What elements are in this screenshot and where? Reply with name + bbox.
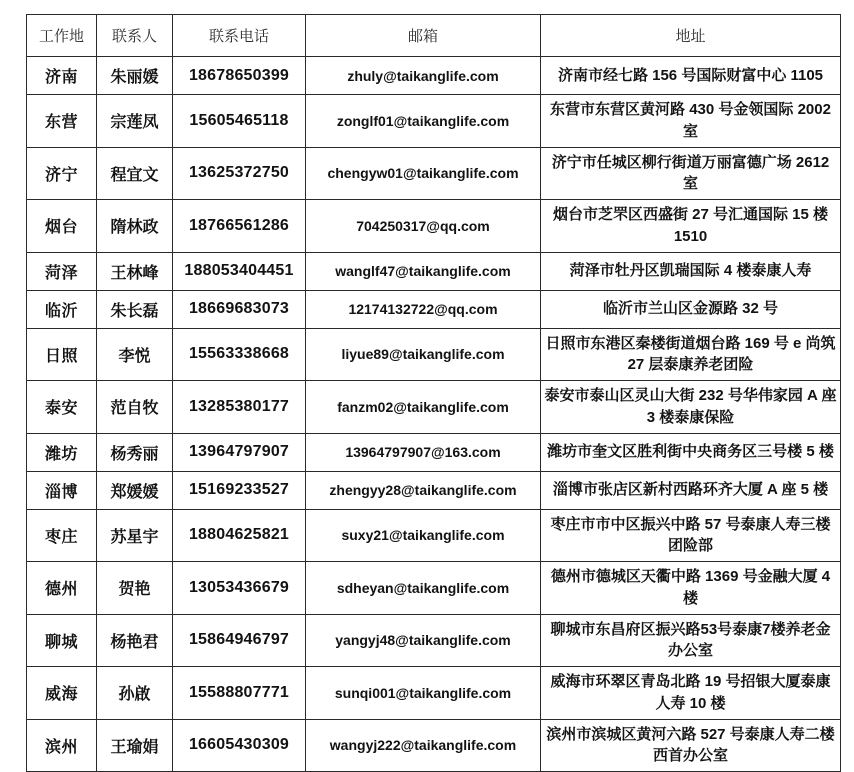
cell-work-location: 德州 — [27, 562, 97, 615]
cell-email: fanzm02@taikanglife.com — [306, 381, 541, 434]
cell-contact-name: 苏星宇 — [97, 509, 173, 562]
cell-work-location: 泰安 — [27, 381, 97, 434]
table-body — [27, 57, 841, 772]
cell-contact-name: 程宜文 — [97, 147, 173, 200]
table-row — [27, 252, 841, 290]
cell-phone-number: 15605465118 — [173, 95, 306, 148]
table-row — [27, 147, 841, 200]
cell-contact-name: 朱丽媛 — [97, 57, 173, 95]
cell-contact-name: 朱长磊 — [97, 290, 173, 328]
table-row — [27, 290, 841, 328]
table-row — [27, 328, 841, 381]
cell-email: 12174132722@qq.com — [306, 290, 541, 328]
cell-address: 枣庄市市中区振兴中路 57 号泰康人寿三楼团险部 — [541, 509, 841, 562]
cell-address: 日照市东港区秦楼街道烟台路 169 号 e 尚筑 27 层泰康养老团险 — [541, 328, 841, 381]
cell-address: 淄博市张店区新村西路环齐大厦 A 座 5 楼 — [541, 471, 841, 509]
cell-work-location: 菏泽 — [27, 252, 97, 290]
cell-email: sunqi001@taikanglife.com — [306, 667, 541, 720]
cell-email: liyue89@taikanglife.com — [306, 328, 541, 381]
cell-phone-number: 18669683073 — [173, 290, 306, 328]
table-row — [27, 200, 841, 253]
cell-email: wangyj222@taikanglife.com — [306, 719, 541, 772]
table-row — [27, 433, 841, 471]
cell-address: 烟台市芝罘区西盛街 27 号汇通国际 15 楼 1510 — [541, 200, 841, 253]
cell-work-location: 济南 — [27, 57, 97, 95]
table-row — [27, 614, 841, 667]
table-row — [27, 381, 841, 434]
cell-work-location: 东营 — [27, 95, 97, 148]
cell-address: 聊城市东昌府区振兴路53号泰康7楼养老金办公室 — [541, 614, 841, 667]
header-row — [27, 15, 841, 57]
cell-email: sdheyan@taikanglife.com — [306, 562, 541, 615]
cell-contact-name: 宗莲凤 — [97, 95, 173, 148]
cell-work-location: 聊城 — [27, 614, 97, 667]
cell-phone-number: 18678650399 — [173, 57, 306, 95]
cell-phone-number: 13285380177 — [173, 381, 306, 434]
cell-work-location: 滨州 — [27, 719, 97, 772]
cell-work-location: 济宁 — [27, 147, 97, 200]
cell-address: 济南市经七路 156 号国际财富中心 1105 — [541, 57, 841, 95]
cell-address: 济宁市任城区柳行街道万丽富德广场 2612 室 — [541, 147, 841, 200]
cell-email: chengyw01@taikanglife.com — [306, 147, 541, 200]
cell-email: wanglf47@taikanglife.com — [306, 252, 541, 290]
table-row — [27, 471, 841, 509]
table-row — [27, 667, 841, 720]
table-row — [27, 95, 841, 148]
header-worklocation: 工作地 — [27, 15, 97, 57]
cell-email: zonglf01@taikanglife.com — [306, 95, 541, 148]
cell-contact-name: 孙啟 — [97, 667, 173, 720]
cell-work-location: 淄博 — [27, 471, 97, 509]
cell-address: 德州市德城区天衢中路 1369 号金融大厦 4 楼 — [541, 562, 841, 615]
cell-address: 临沂市兰山区金源路 32 号 — [541, 290, 841, 328]
cell-phone-number: 15588807771 — [173, 667, 306, 720]
cell-email: 704250317@qq.com — [306, 200, 541, 253]
cell-contact-name: 王林峰 — [97, 252, 173, 290]
cell-address: 泰安市泰山区灵山大街 232 号华伟家园 A 座 3 楼泰康保险 — [541, 381, 841, 434]
cell-phone-number: 188053404451 — [173, 252, 306, 290]
cell-email: suxy21@taikanglife.com — [306, 509, 541, 562]
cell-phone-number: 15169233527 — [173, 471, 306, 509]
cell-email: zhengyy28@taikanglife.com — [306, 471, 541, 509]
cell-work-location: 枣庄 — [27, 509, 97, 562]
table-row — [27, 509, 841, 562]
cell-address: 滨州市滨城区黄河六路 527 号泰康人寿二楼西首办公室 — [541, 719, 841, 772]
cell-work-location: 临沂 — [27, 290, 97, 328]
cell-address: 威海市环翠区青岛北路 19 号招银大厦泰康人寿 10 楼 — [541, 667, 841, 720]
header-contact: 联系人 — [97, 15, 173, 57]
header-email: 邮箱 — [306, 15, 541, 57]
cell-phone-number: 18804625821 — [173, 509, 306, 562]
cell-contact-name: 贺艳 — [97, 562, 173, 615]
cell-contact-name: 王瑜娟 — [97, 719, 173, 772]
table-row — [27, 562, 841, 615]
cell-work-location: 威海 — [27, 667, 97, 720]
cell-phone-number: 16605430309 — [173, 719, 306, 772]
cell-phone-number: 13053436679 — [173, 562, 306, 615]
cell-work-location: 潍坊 — [27, 433, 97, 471]
cell-phone-number: 18766561286 — [173, 200, 306, 253]
cell-contact-name: 隋林政 — [97, 200, 173, 253]
header-address: 地址 — [541, 15, 841, 57]
cell-email: 13964797907@163.com — [306, 433, 541, 471]
header-phone: 联系电话 — [173, 15, 306, 57]
cell-contact-name: 范自牧 — [97, 381, 173, 434]
contact-table — [26, 14, 841, 772]
cell-contact-name: 杨秀丽 — [97, 433, 173, 471]
cell-work-location: 烟台 — [27, 200, 97, 253]
cell-phone-number: 15563338668 — [173, 328, 306, 381]
cell-contact-name: 杨艳君 — [97, 614, 173, 667]
table-header — [27, 15, 841, 57]
cell-phone-number: 15864946797 — [173, 614, 306, 667]
cell-work-location: 日照 — [27, 328, 97, 381]
cell-phone-number: 13625372750 — [173, 147, 306, 200]
cell-phone-number: 13964797907 — [173, 433, 306, 471]
table-row — [27, 57, 841, 95]
cell-address: 东营市东营区黄河路 430 号金领国际 2002 室 — [541, 95, 841, 148]
cell-email: yangyj48@taikanglife.com — [306, 614, 541, 667]
cell-address: 菏泽市牡丹区凯瑞国际 4 楼泰康人寿 — [541, 252, 841, 290]
cell-address: 潍坊市奎文区胜利街中央商务区三号楼 5 楼 — [541, 433, 841, 471]
cell-contact-name: 郑媛媛 — [97, 471, 173, 509]
cell-email: zhuly@taikanglife.com — [306, 57, 541, 95]
table-row — [27, 719, 841, 772]
cell-contact-name: 李悦 — [97, 328, 173, 381]
